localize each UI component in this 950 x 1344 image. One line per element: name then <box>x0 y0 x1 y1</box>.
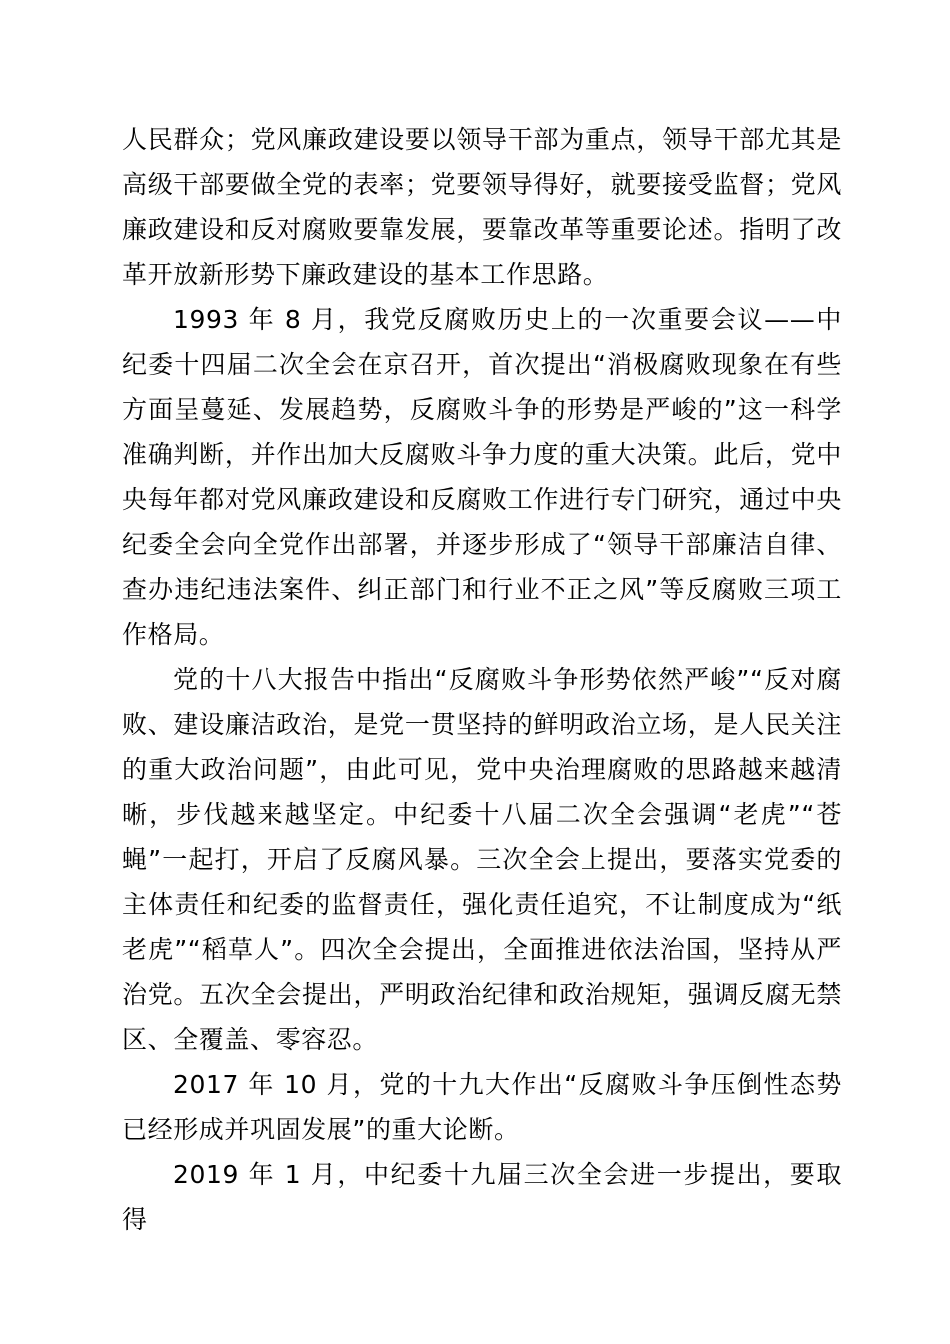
paragraph-2019-plenary: 2019 年 1 月，中纪委十九届三次全会进一步提出，要取得 <box>122 1160 842 1234</box>
paragraph-1993-meeting: 1993 年 8 月，我党反腐败历史上的一次重要会议——中纪委十四届二次全会在京召开，首次提出“消极腐败现象在有些方面呈蔓延、发展趋势，反腐败斗争的形势是严峻的”这一科学准确判断，并作出加大反腐败斗争力度的重大决策。此后，党中央每年都对党风廉政建设和反腐败工作进行专门研究，通过中央纪委全会向全党作出部署，并逐步形成了“领导干部廉洁自律、查办违纪违法案件、纠正部门和行业不正之风”等反腐败三项工作格局。 <box>122 305 842 649</box>
document-body <box>122 117 842 1242</box>
paragraph-2017-19th-congress: 2017 年 10 月，党的十九大作出“反腐败斗争压倒性态势已经形成并巩固发展”的重大论断。 <box>122 1070 842 1144</box>
paragraph-continuation: 人民群众；党风廉政建设要以领导干部为重点，领导干部尤其是高级干部要做全党的表率；党要领导得好，就要接受监督；党风廉政建设和反对腐败要靠发展，要靠改革等重要论述。指明了改革开放新形势下廉政建设的基本工作思路。 <box>122 125 842 289</box>
paragraph-18th-congress: 党的十八大报告中指出“反腐败斗争形势依然严峻”“反对腐败、建设廉洁政治，是党一贯坚持的鲜明政治立场，是人民关注的重大政治问题”，由此可见，党中央治理腐败的思路越来越清晰，步伐越来越坚定。中纪委十八届二次全会强调“老虎”“苍蝇”一起打，开启了反腐风暴。三次全会上提出，要落实党委的主体责任和纪委的监督责任，强化责任追究，不让制度成为“纸老虎”“稻草人”。四次全会提出，全面推进依法治国，坚持从严治党。五次全会提出，严明政治纪律和政治规矩，强调反腐无禁区、全覆盖、零容忍。 <box>122 665 842 1054</box>
